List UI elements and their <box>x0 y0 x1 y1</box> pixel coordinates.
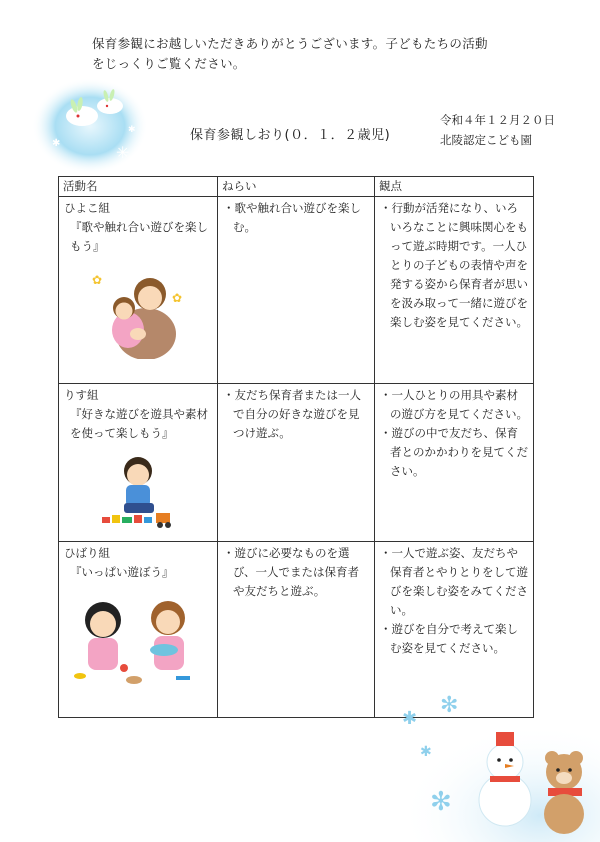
intro-text <box>92 34 532 74</box>
snow-bunny-illustration <box>30 76 150 176</box>
snowman-bear-illustration <box>400 690 600 842</box>
class-name: ひよこ組 <box>64 201 110 215</box>
points-cell <box>375 197 534 384</box>
observation-table <box>58 176 534 718</box>
aim-cell <box>218 197 375 384</box>
activity-title: 『いっぱい遊ぼう』 <box>70 565 174 579</box>
class-name: りす組 <box>64 388 99 402</box>
page-title: 保育参観しおり(０．１．２歳児) <box>190 128 391 143</box>
svg-text:✳: ✳ <box>116 143 130 162</box>
date: 令和４年１２月２０日 <box>440 113 555 127</box>
table-row <box>59 384 534 542</box>
aim-cell <box>218 542 375 718</box>
header-aim: ねらい <box>218 177 375 197</box>
header-points: 観点 <box>375 177 534 197</box>
intro-line-2: をじっくりご覧ください。 <box>92 56 246 71</box>
aim-text: ・遊びに必要なものを選び、一人でまたは保育者や友だちと遊ぶ。 <box>223 546 360 598</box>
activity-title: 『歌や触れ合い遊びを楽しもう』 <box>70 220 208 253</box>
activity-title: 『好きな遊びを遊具や素材を使って楽しもう』 <box>70 407 208 440</box>
boy-playing-blocks-illustration <box>98 451 178 531</box>
points-text: ・遊びを自分で考えて楽しむ姿を見てください。 <box>380 622 518 655</box>
points-text: ・遊びの中で友だち、保育者とのかかわりを見てください。 <box>380 426 528 478</box>
date-block <box>440 110 555 150</box>
girls-playing-house-illustration <box>68 590 208 690</box>
school-name: 北陵認定こども園 <box>440 133 532 147</box>
svg-text:✱: ✱ <box>420 744 432 760</box>
table-header-row <box>59 177 534 197</box>
class-name: ひばり組 <box>64 546 110 560</box>
table-row <box>59 197 534 384</box>
header-activity: 活動名 <box>59 177 218 197</box>
intro-line-1: 保育参観にお越しいただきありがとうございます。子どもたちの活動 <box>92 36 488 51</box>
points-text: ・行動が活発になり、いろいろなことに興味関心をもって遊ぶ時期です。一人ひとりの子どもの表情や声を発する姿から保育者が思いを汲み取って一緒に遊びを楽しむ姿を見てください。 <box>380 201 528 329</box>
points-cell <box>375 384 534 542</box>
svg-text:✻: ✻ <box>440 693 459 718</box>
mother-hugging-child-illustration <box>88 264 188 359</box>
points-text: ・一人ひとりの用具や素材の遊び方を見てください。 <box>380 388 528 421</box>
aim-cell <box>218 384 375 542</box>
activity-cell <box>59 542 218 718</box>
svg-text:✱: ✱ <box>52 138 61 149</box>
aim-text: ・歌や触れ合い遊びを楽しむ。 <box>223 201 361 234</box>
aim-text: ・友だち保育者または一人で自分の好きな遊びを見つけ遊ぶ。 <box>223 388 361 440</box>
svg-text:✿: ✿ <box>172 291 183 305</box>
svg-text:✿: ✿ <box>92 273 103 287</box>
activity-cell <box>59 197 218 384</box>
svg-text:✱: ✱ <box>402 708 418 729</box>
activity-cell <box>59 384 218 542</box>
points-text: ・一人で遊ぶ姿、友だちや保育者とやりとりをして遊びを楽しむ姿をみてください。 <box>380 546 528 617</box>
svg-text:✱: ✱ <box>128 125 136 135</box>
svg-text:✻: ✻ <box>430 787 452 817</box>
